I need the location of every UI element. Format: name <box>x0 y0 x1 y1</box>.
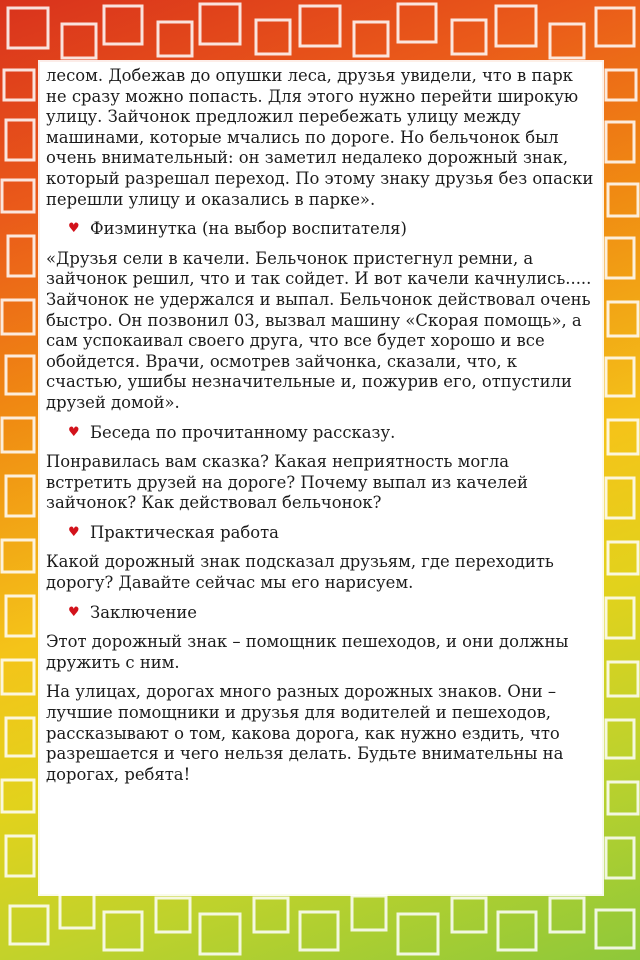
document-content <box>46 66 598 794</box>
conclusion-paragraph-2: На улицах, дорогах много разных дорожных знаков. Они – лучшие помощники и друзья для водителей и пешеходов, рассказывают о том, какова дорога, как нужно ездить, что разрешается и чего нельзя делать. Будьте внимательны на дорогах, ребята! <box>46 682 564 784</box>
conclusion-paragraph-1: Этот дорожный знак – помощник пешеходов, и они должны дружить с ним. <box>46 632 569 672</box>
heart-bullet-icon: ♥ <box>68 524 80 540</box>
story-paragraph-2: «Друзья сели в качели. Бельчонок пристегнул ремни, а зайчонок решил, что и так сойдет. И вот качели качнулись..... Зайчонок не удержался и выпал. Бельчонок действовал очень быстро. Он позвонил 03, вызвал машину «Скорая помощь», а сам успокаивал своего друга, что все будет хорошо и все обойдется. Врачи, осмотрев зайчонка, сказали, что, к счастью, ушибы незначительные и, пожурив его, отпустили друзей домой». <box>46 248 592 412</box>
heart-bullet-icon: ♥ <box>68 604 80 620</box>
story-paragraph-1: лесом. Добежав до опушки леса, друзья увидели, что в парк не сразу можно попасть. Для этого нужно перейти широкую улицу. Зайчонок предложил перебежать улицу между машинами, которые мчались по дороге. Но бельчонок был очень внимательный: он заметил недалеко дорожный знак, который разрешал переход. По этому знаку друзья без опаски перешли улицу и оказались в парке». <box>46 66 594 209</box>
practical-paragraph: Какой дорожный знак подсказал друзьям, где переходить дорогу? Давайте сейчас мы его нарисуем. <box>46 552 554 593</box>
bullet-label: Беседа по прочитанному рассказу. <box>90 422 396 442</box>
bullet-label: Практическая работа <box>90 522 279 542</box>
bullet-item-physical-minute <box>46 219 598 240</box>
heart-bullet-icon: ♥ <box>68 221 80 237</box>
bullet-label: Заключение <box>90 602 197 622</box>
bullet-label: Физминутка (на выбор воспитателя) <box>90 219 407 239</box>
heart-bullet-icon: ♥ <box>68 424 80 440</box>
bullet-item-practical-work <box>46 523 598 544</box>
questions-paragraph: Понравилась вам сказка? Какая неприятность могла встретить друзей на дороге? Почему выпал из качелей зайчонок? Как действовал бельчонок? <box>46 452 528 513</box>
bullet-item-discussion <box>46 423 598 444</box>
bullet-item-conclusion <box>46 603 598 624</box>
